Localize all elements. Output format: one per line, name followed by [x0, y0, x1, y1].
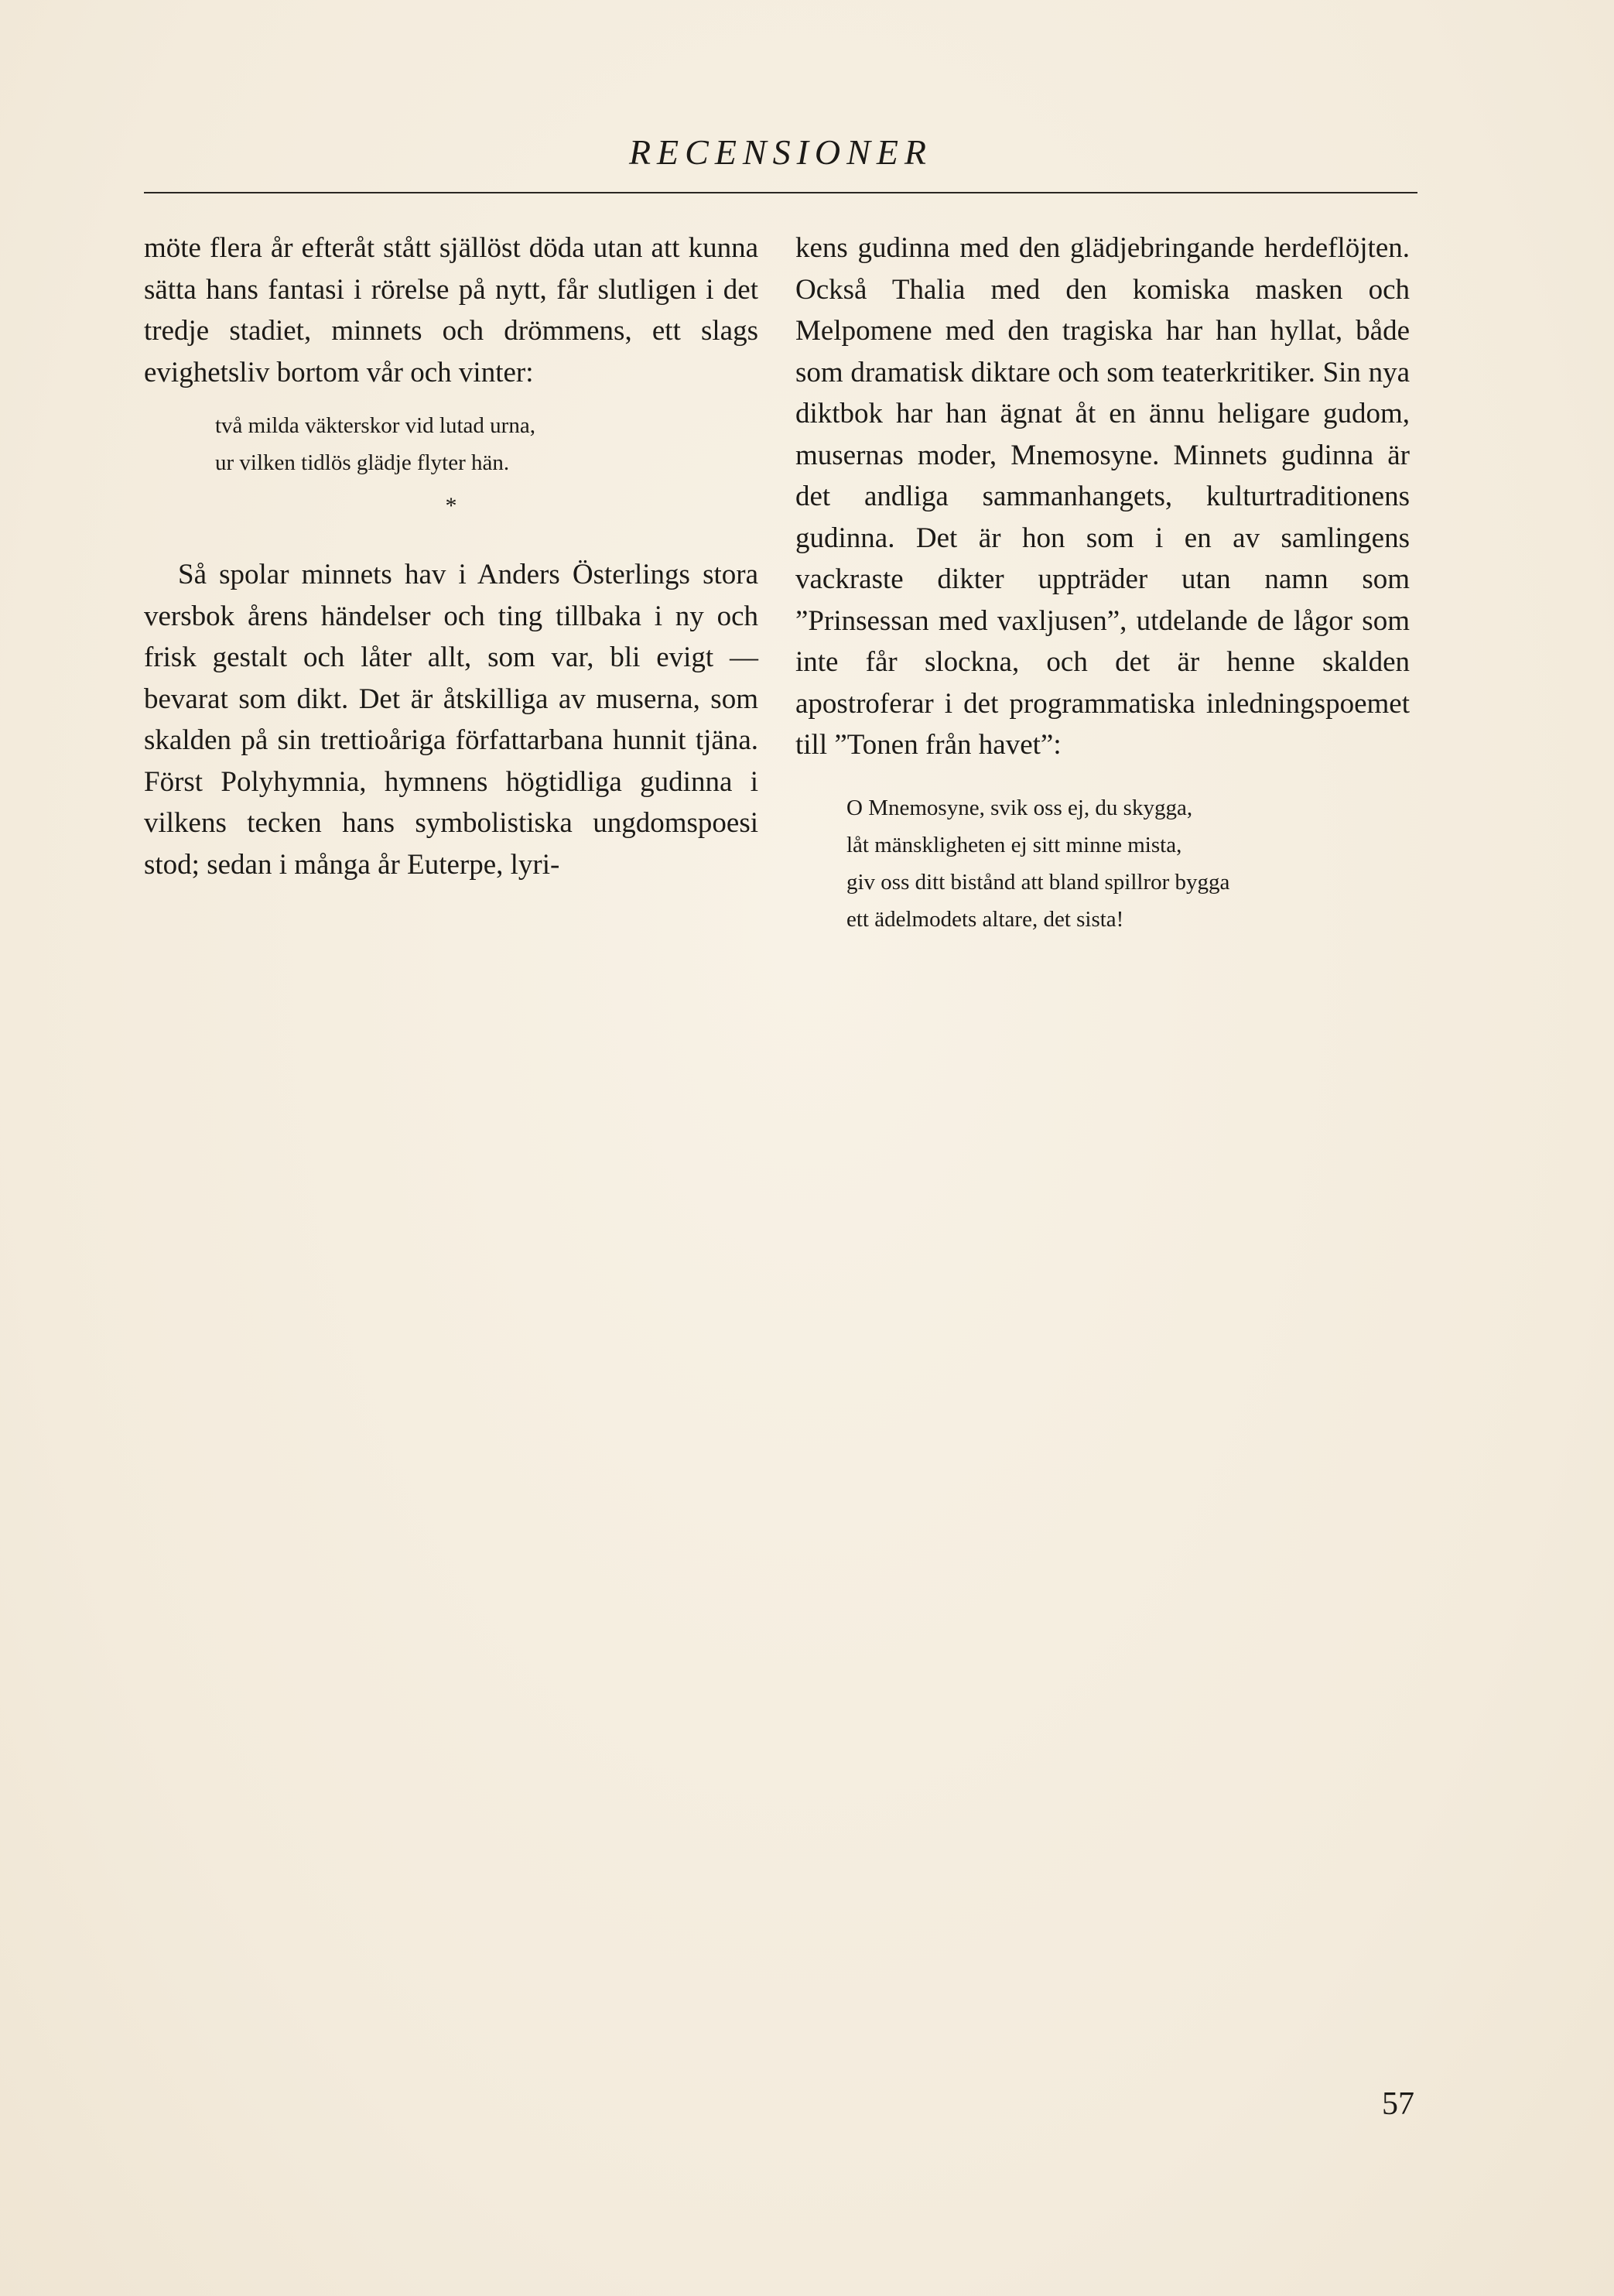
left-paragraph-2: Så spolar minnets hav i Anders Österlings stora versbok årens händelser och ting tillbaka i ny och frisk gestalt och låter allt, som var, bli evigt — bevarat som dikt. Det är åtskilliga av muserna, som skalden på sin trettioåriga författarbana hunnit tjäna. Först Polyhymnia, hymnens högtidliga gudinna i vilkens tecken hans symbolistiska ungdomspoesi stod; sedan i många år Euterpe, lyri- [144, 559, 758, 881]
right-paragraph-1: kens gudinna med den glädjebringande herdeflöjten. Också Thalia med den komiska masken och Melpomene med den tragiska har han hyllat, både som dramatisk diktare och som teaterkritiker. Sin nya diktbok har han ägnat åt en ännu heligare gudom, musernas moder, Mnemosyne. Minnets gudinna är det andliga sammanhangets, kulturtraditionens gudinna. Det är hon som i en av samlingens vackraste dikter uppträder utan namn som ”Prinsessan med vaxljusen”, utdelande de lågor som inte får slockna, och det är henne skalden apostroferar i det programmatiska inledningspoemet till ”Tonen från havet”: [795, 232, 1410, 761]
verse-quote-2 [795, 789, 1410, 938]
left-paragraph-1: möte flera år efteråt stått själlöst döda utan att kunna sätta hans fantasi i rörelse på nytt, får slutligen i det tredje stadiet, minnets och drömmens, ett slags evighetsliv bortom vår och vinter: [144, 232, 758, 388]
verse-line: ur vilken tidlös glädje flyter hän. [215, 450, 510, 475]
header-rule [144, 192, 1417, 193]
verse-line: ett ädelmodets altare, det sista! [846, 906, 1124, 932]
verse-line: låt mänskligheten ej sitt minne mista, [846, 832, 1182, 857]
verse-line: O Mnemosyne, svik oss ej, du skygga, [846, 795, 1193, 820]
verse-line: giv oss ditt bistånd att bland spillror bygga [846, 869, 1230, 895]
right-column [795, 228, 1410, 938]
verse-quote-1 [144, 407, 758, 481]
running-head: RECENSIONER [628, 132, 933, 172]
section-separator: * [445, 493, 457, 518]
verse-line: två milda väkterskor vid lutad urna, [215, 413, 535, 438]
left-column [144, 228, 758, 885]
page-number: 57 [1382, 2086, 1414, 2122]
